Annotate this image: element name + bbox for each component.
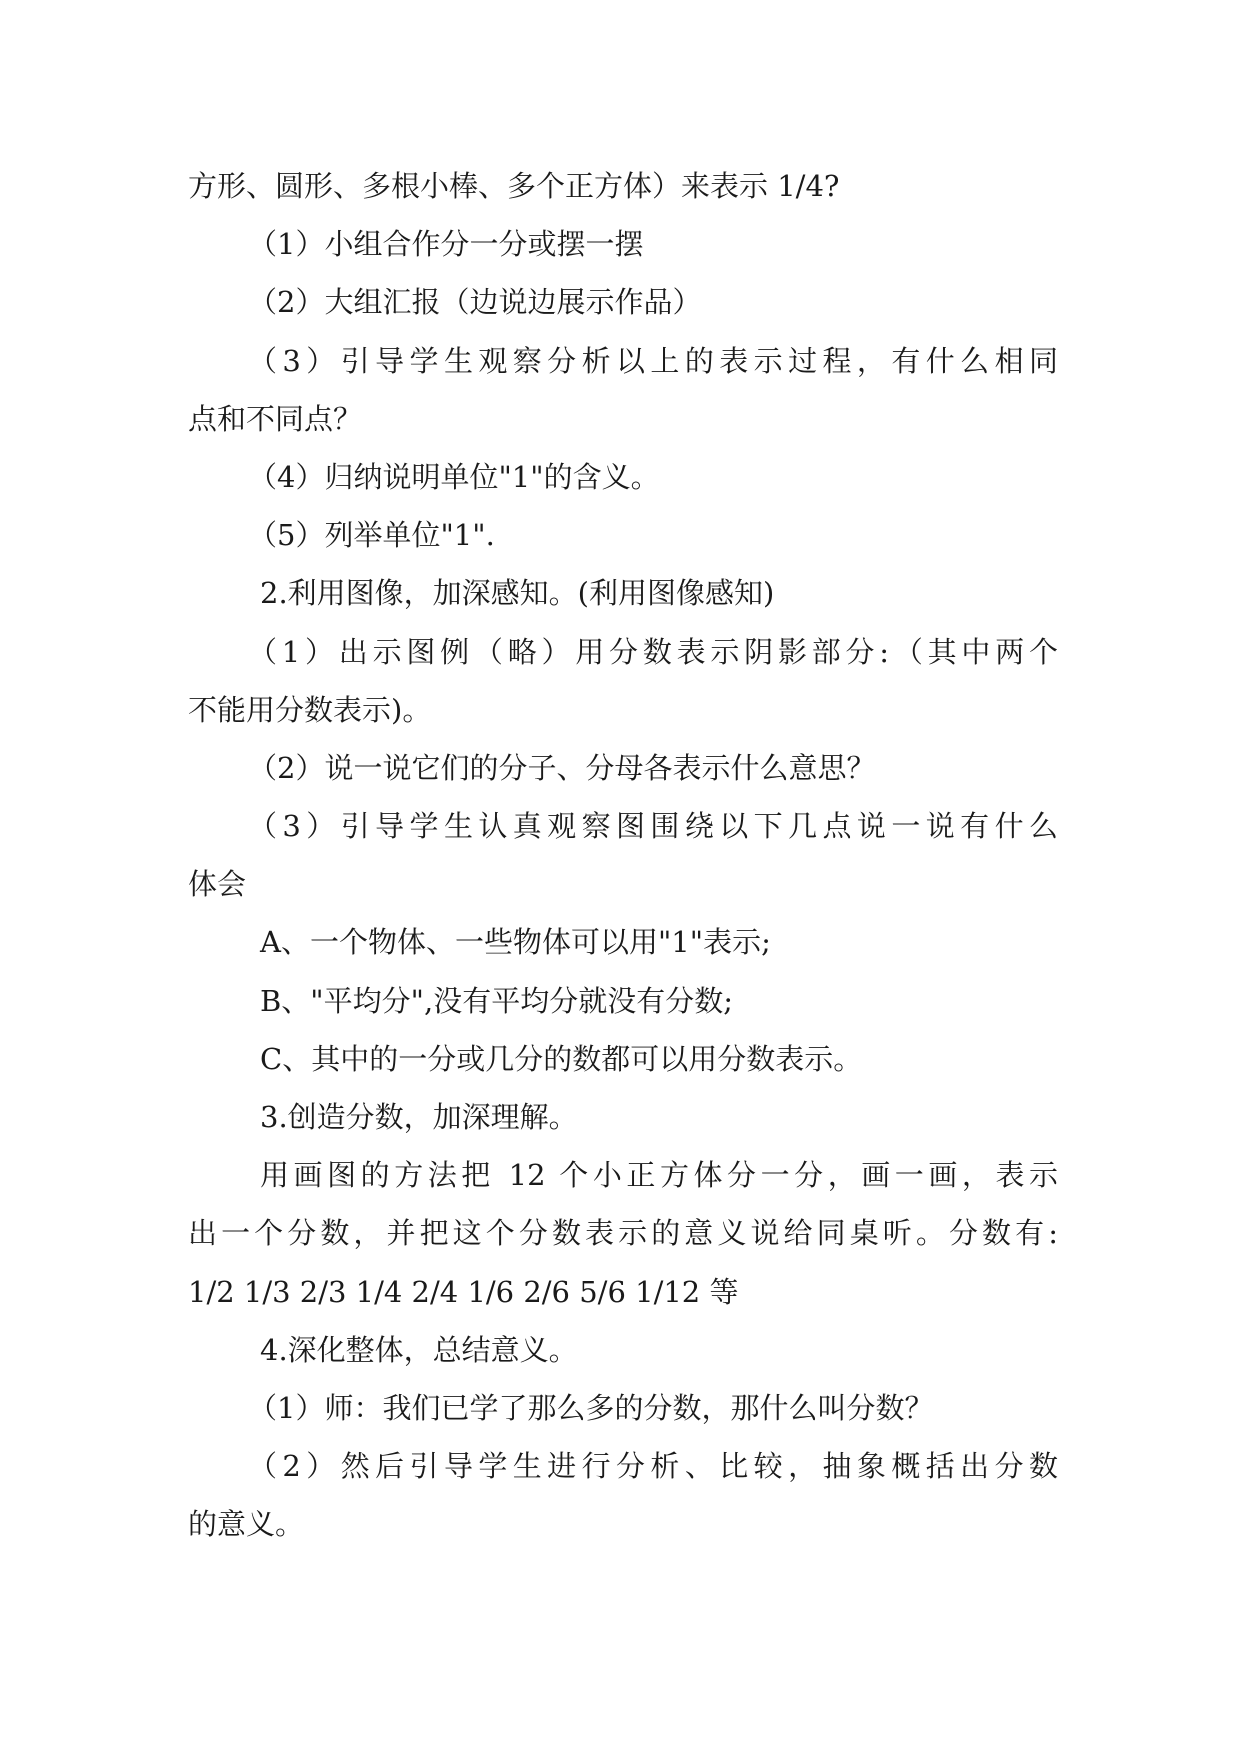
text-line: （2）然后引导学生进行分析、比较，抽象概括出分数	[248, 1449, 1058, 1484]
text-line: 的意义。	[188, 1507, 305, 1542]
section-heading: 4.深化整体，总结意义。	[260, 1332, 578, 1367]
list-item: C、其中的一分或几分的数都可以用分数表示。	[260, 1041, 863, 1076]
list-item: B、"平均分",没有平均分就没有分数;	[260, 983, 733, 1018]
text-line: （5）列举单位"1".	[248, 518, 495, 553]
text-line: （1）小组合作分一分或摆一摆	[248, 227, 644, 262]
text-line: 用画图的方法把 12 个小正方体分一分，画一画，表示	[260, 1158, 1058, 1193]
text-line: （1）师：我们已学了那么多的分数，那什么叫分数？	[248, 1390, 934, 1425]
text-line: （2）说一说它们的分子、分母各表示什么意思？	[248, 750, 876, 785]
text-line: （3）引导学生观察分析以上的表示过程，有什么相同	[248, 343, 1058, 378]
text-line: 不能用分数表示)。	[188, 692, 432, 727]
section-heading: 3.创造分数，加深理解。	[260, 1100, 578, 1134]
text-line: 方形、圆形、多根小棒、多个正方体）来表示 1/4?	[188, 169, 840, 203]
text-line: 体会	[188, 867, 247, 902]
list-item: A、一个物体、一些物体可以用"1"表示;	[260, 925, 771, 960]
text-line: （2）大组汇报（边说边展示作品）	[248, 285, 702, 320]
text-line: （1）出示图例（略）用分数表示阴影部分:（其中两个	[248, 634, 1058, 669]
section-heading: 2.利用图像，加深感知。(利用图像感知)	[260, 576, 775, 611]
text-line: （3）引导学生认真观察图围绕以下几点说一说有什么	[248, 809, 1058, 844]
document-body	[188, 157, 1058, 1554]
text-line: 1/2 1/3 2/3 1/4 2/4 1/6 2/6 5/6 1/12 等	[188, 1274, 739, 1309]
text-line: （4）归纳说明单位"1"的含义。	[248, 459, 660, 494]
text-line: 点和不同点？	[188, 401, 363, 436]
text-line: 出一个分数，并把这个分数表示的意义说给同桌听。分数有:	[188, 1216, 1058, 1251]
